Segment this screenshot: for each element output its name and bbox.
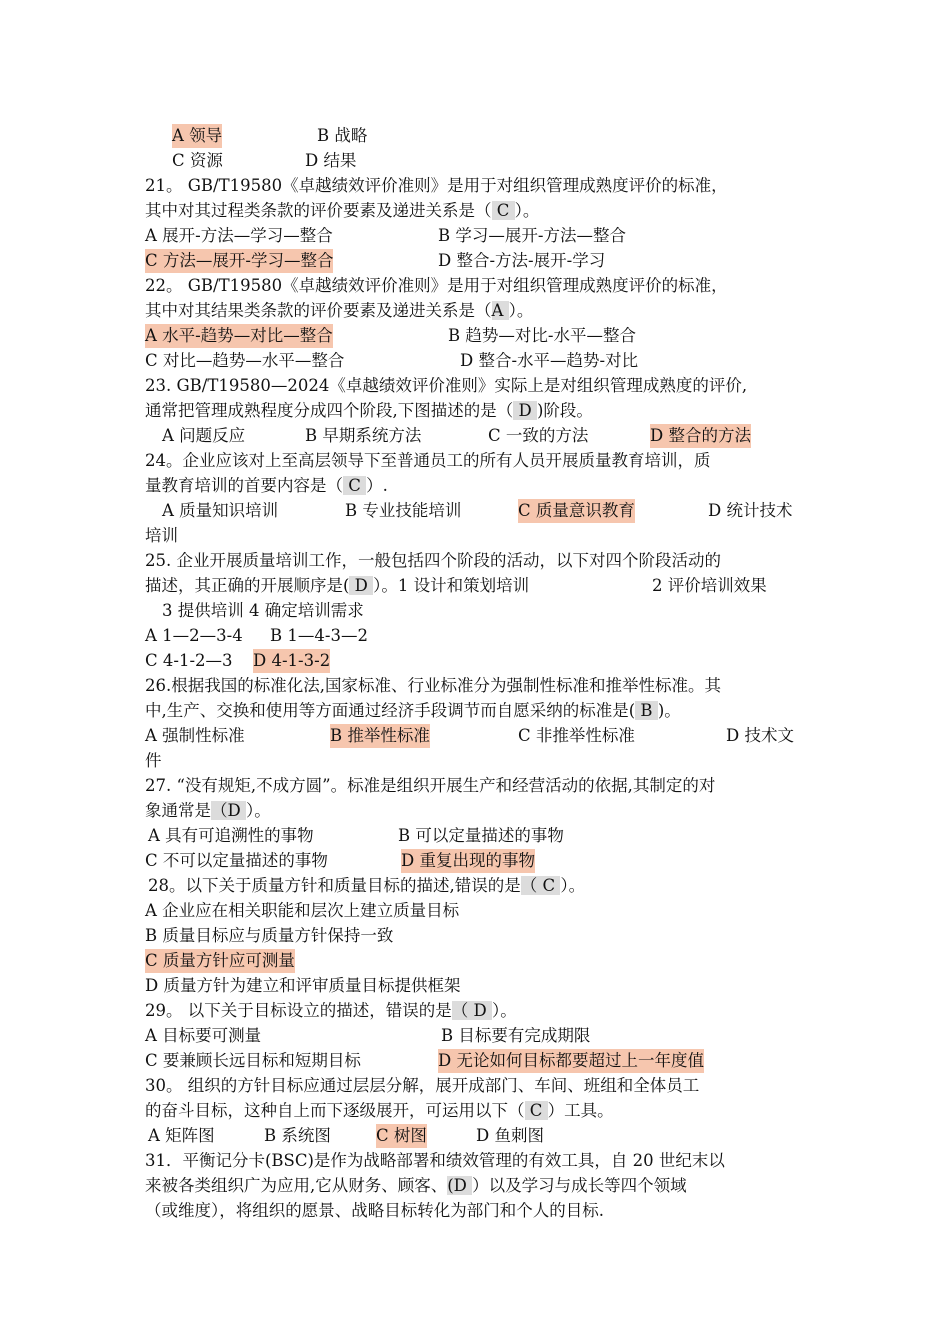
q28-answer-bracket: （ C (520, 876, 561, 895)
q27-option-b: B 可以定量描述的事物 (398, 826, 564, 845)
q21-option-b: B 学习—展开-方法—整合 (438, 226, 626, 245)
q21-stem-text2: 其中对其过程类条款的评价要素及递进关系是（ C ）。 (145, 201, 540, 220)
q28-stem-text: 28。以下关于质量方针和质量目标的描述,错误的是（ C ）。 (148, 876, 586, 895)
q30-stem-text: 30。 组织的方针目标应通过层层分解，展开成部门、车间、班组和全体员工 (145, 1076, 700, 1095)
q26-option-a: A 强制性标准 (145, 726, 245, 745)
q25-stem-text: 25. 企业开展质量培训工作，一般包括四个阶段的活动，以下对四个阶段活动的 (145, 551, 721, 570)
q31-stem-text: 31．平衡记分卡(BSC)是作为战略部署和绩效管理的有效工具，自 20 世纪末以 (145, 1151, 725, 1170)
q21-answer-bracket: C (491, 201, 515, 220)
q30-option-c: C 树图 (376, 1124, 427, 1148)
q21-stem-text: 21。 GB/T19580《卓越绩效评价准则》是用于对组织管理成熟度评价的标准， (145, 176, 728, 195)
q27-option-d: D 重复出现的事物 (401, 849, 535, 873)
q27-stem-text2: 象通常是（D ）。 (145, 801, 271, 820)
q25-stem-text3: 3 提供培训 4 确定培训需求 (162, 601, 364, 620)
q21-option-d: D 整合-方法-展开-学习 (438, 251, 606, 270)
q25-stem-tail: 2 评价培训效果 (652, 576, 767, 595)
q29-answer-bracket: （ D (451, 1001, 492, 1020)
q30-stem-text2: 的奋斗目标，这种自上而下逐级展开，可运用以下（ C ）工具。 (145, 1101, 614, 1120)
q29-option-b: B 目标要有完成期限 (441, 1026, 591, 1045)
q24-answer-bracket: C (343, 476, 367, 495)
q26-option-c: C 非推举性标准 (518, 726, 635, 745)
q22-answer-bracket: A (491, 301, 509, 320)
q25-option-d: D 4-1-3-2 (253, 649, 330, 673)
q27-option-c: C 不可以定量描述的事物 (145, 851, 328, 870)
q24-option-c: C 质量意识教育 (518, 499, 635, 523)
q27-answer-bracket: （D (211, 801, 246, 820)
q25-stem-text2: 描述，其正确的开展顺序是( D ）。1 设计和策划培训 (145, 576, 530, 595)
q26-stem-text: 26.根据我国的标准化法,国家标准、行业标准分为强制性标准和推举性标准。其 (145, 676, 721, 695)
q24-option-d-cont: 培训 (145, 526, 178, 545)
q24-option-a: A 质量知识培训 (162, 501, 279, 520)
q27-option-a: A 具有可追溯性的事物 (148, 826, 314, 845)
q26-answer-bracket: B (635, 701, 658, 720)
q23-option-a: A 问题反应 (162, 426, 246, 445)
q30-option-a: A 矩阵图 (148, 1126, 215, 1145)
q20-option-c: C 资源 (172, 151, 223, 170)
q24-stem-text2: 量教育培训的首要内容是（ C ）. (145, 476, 388, 495)
q29-stem-text: 29。 以下关于目标设立的描述，错误的是（ D ）。 (145, 1001, 517, 1020)
q30-answer-bracket: C (524, 1101, 548, 1120)
q28-option-b: B 质量目标应与质量方针保持一致 (145, 926, 394, 945)
q22-stem-text2: 其中对其结果类条款的评价要素及递进关系是（A ）。 (145, 301, 534, 320)
q25-option-b: B 1—4-3—2 (270, 626, 368, 645)
q26-option-b: B 推举性标准 (330, 724, 430, 748)
q23-option-c: C 一致的方法 (488, 426, 589, 445)
q23-stem-text2: 通常把管理成熟程度分成四个阶段,下图描述的是（ D )阶段。 (145, 401, 593, 420)
q22-option-d: D 整合-水平—趋势-对比 (460, 351, 639, 370)
q24-option-d: D 统计技术 (708, 501, 793, 520)
q22-option-a: A 水平-趋势—对比—整合 (145, 324, 333, 348)
q29-option-c: C 要兼顾长远目标和短期目标 (145, 1051, 361, 1070)
q23-answer-bracket: D (513, 401, 537, 420)
q23-stem-text: 23. GB/T19580—2024《卓越绩效评价准则》实际上是对组织管理成熟度的评价, (145, 376, 748, 395)
q27-stem-text: 27. “没有规矩,不成方圆”。标准是组织开展生产和经营活动的依据,其制定的对 (145, 776, 716, 795)
q30-option-d: D 鱼刺图 (476, 1126, 544, 1145)
q25-option-c: C 4-1-2—3 (145, 651, 233, 670)
q25-answer-bracket: D (349, 576, 374, 595)
q21-option-c: C 方法—展开-学习—整合 (145, 249, 333, 273)
q31-stem-text2: 来被各类组织广为应用,它从财务、顾客、(D ）以及学习与成长等四个领域 (145, 1176, 687, 1195)
q20-option-a: A 领导 (172, 124, 222, 148)
q21-option-a: A 展开-方法—学习—整合 (145, 226, 333, 245)
q20-option-d: D 结果 (305, 151, 357, 170)
q26-option-d-cont: 件 (145, 751, 162, 770)
q28-option-d: D 质量方针为建立和评审质量目标提供框架 (145, 976, 461, 995)
q24-stem-text: 24。企业应该对上至高层领导下至普通员工的所有人员开展质量教育培训，质 (145, 451, 711, 470)
q24-option-b: B 专业技能培训 (345, 501, 462, 520)
q28-option-a: A 企业应在相关职能和层次上建立质量目标 (145, 901, 460, 920)
q25-option-a: A 1—2—3-4 (145, 626, 243, 645)
q29-option-a: A 目标要可测量 (145, 1026, 262, 1045)
q22-stem-text: 22。 GB/T19580《卓越绩效评价准则》是用于对组织管理成熟度评价的标准， (145, 276, 728, 295)
q22-option-c: C 对比—趋势—水平—整合 (145, 351, 345, 370)
q29-option-d: D 无论如何目标都要超过上一年度值 (438, 1049, 704, 1073)
q28-option-c: C 质量方针应可测量 (145, 949, 295, 973)
q31-answer-bracket: (D (447, 1176, 473, 1195)
q26-option-d: D 技术文 (726, 726, 794, 745)
q30-option-b: B 系统图 (264, 1126, 331, 1145)
q22-option-b: B 趋势—对比-水平—整合 (448, 326, 636, 345)
q26-stem-text2: 中,生产、交换和使用等方面通过经济手段调节而自愿采纳的标准是( B )。 (145, 701, 681, 720)
q20-option-b: B 战略 (317, 126, 368, 145)
q23-option-b: B 早期系统方法 (305, 426, 422, 445)
q23-option-d: D 整合的方法 (650, 424, 751, 448)
q31-stem-text3: （或维度），将组织的愿景、战略目标转化为部门和个人的目标. (145, 1201, 604, 1220)
